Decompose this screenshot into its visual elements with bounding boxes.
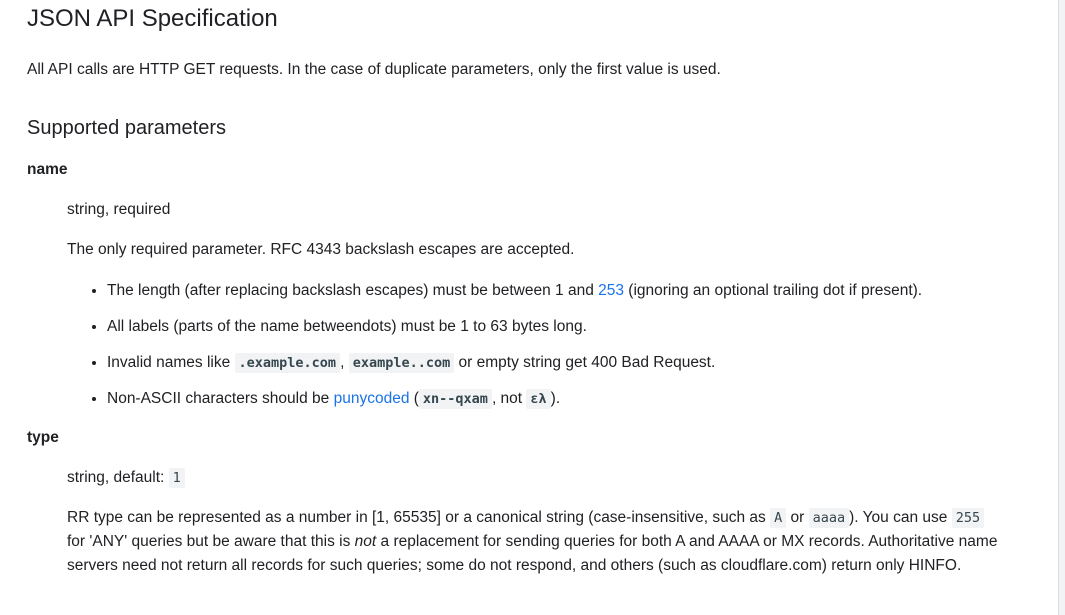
bullet-text: , (340, 354, 345, 371)
default-label: string, default: (67, 469, 169, 486)
bullet-text: The length (after replacing backslash escapes) must be between 1 and (107, 282, 599, 299)
code-example-double-dot: example..com (349, 353, 455, 373)
code-type-255: 255 (952, 508, 984, 528)
section-title: Supported parameters (27, 117, 227, 139)
code-example-leading-dot: .example.com (235, 353, 341, 373)
param-name-term: name (27, 161, 68, 178)
list-item (107, 353, 922, 389)
desc-text: ). You can use (849, 509, 952, 526)
param-type-default (67, 469, 185, 487)
code-default-value: 1 (169, 468, 185, 488)
list-item (107, 281, 922, 317)
param-type-term: type (27, 429, 59, 446)
code-type-a: A (770, 508, 786, 528)
bullet-text: Non-ASCII characters should be (107, 390, 334, 407)
code-type-aaaa: aaaa (809, 508, 850, 528)
code-greek: ελ (526, 389, 550, 409)
desc-text: or (786, 509, 809, 526)
scrollbar[interactable] (1058, 0, 1065, 615)
list-item (107, 389, 922, 425)
bullet-text: , not (491, 390, 527, 407)
bullet-text: ). (550, 390, 561, 407)
page-title: JSON API Specification (27, 5, 278, 32)
desc-text: RR type can be represented as a number in [1, 65535] or a canonical string (case-insensitive, such as (67, 509, 771, 526)
desc-text: for 'ANY' queries but be aware that this is (67, 533, 355, 550)
param-name-desc: The only required parameter. RFC 4343 backslash escapes are accepted. (67, 241, 575, 258)
param-type-desc (67, 506, 1002, 578)
bullet-text: ( (409, 390, 419, 407)
desc-text: a replacement for sending queries for both A and AAAA or MX records. Authoritative name servers need not return all records for such queries; some do not respond, and others (such as cloudflare.com) return only HINFO. (67, 533, 998, 574)
bullet-text: (ignoring an optional trailing dot if present). (624, 282, 923, 299)
link-253[interactable]: 253 (598, 282, 624, 299)
bullet-text: or empty string get 400 Bad Request. (454, 354, 716, 371)
list-item (107, 317, 922, 353)
link-punycoded[interactable]: punycoded (333, 390, 410, 407)
param-name-type: string, required (67, 201, 171, 218)
bullet-text: Invalid names like (107, 354, 235, 371)
code-punycode: xn--qxam (419, 389, 492, 409)
name-rules-list (67, 281, 922, 425)
bullet-text: All labels (parts of the name betweendots) must be 1 to 63 bytes long. (107, 318, 587, 335)
intro-text: All API calls are HTTP GET requests. In the case of duplicate parameters, only the first value is used. (27, 61, 721, 78)
emphasis-not: not (354, 533, 377, 550)
